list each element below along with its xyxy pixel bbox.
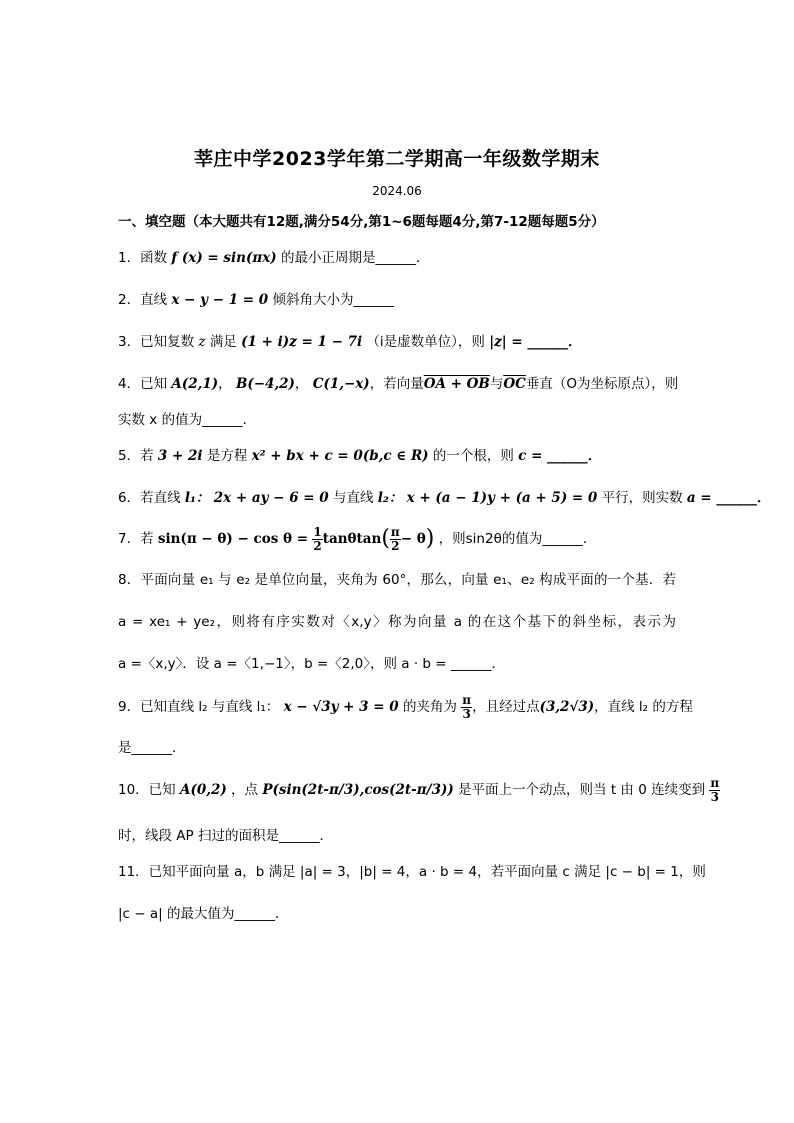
q4-suffix: 垂直（O为坐标原点），则 bbox=[525, 376, 679, 392]
q7-pi-fraction: $\frac{\pi}{2}$ bbox=[390, 524, 400, 553]
q9-point: (3,2√3) bbox=[539, 699, 595, 715]
q3-z: z bbox=[198, 334, 206, 350]
q4-prefix: 4．已知 bbox=[118, 376, 168, 392]
q4-point-c: C(1,−x) bbox=[312, 376, 370, 392]
question-1 bbox=[118, 248, 429, 268]
q3-prefix: 3．已知复数 bbox=[118, 334, 195, 350]
question-11-line-2: |c − a| 的最大值为______． bbox=[118, 906, 289, 922]
exam-date: 2024.06 bbox=[372, 184, 422, 198]
q3-abs: |z| = ______． bbox=[489, 334, 582, 350]
q1-prefix: 1．函数 bbox=[118, 250, 168, 266]
q6-l2: l₂： bbox=[377, 490, 403, 506]
q9-mid: 的夹角为 bbox=[402, 699, 457, 715]
q9-angle-fraction: $\frac{\pi}{3}$ bbox=[462, 692, 472, 721]
q9-end: ，直线 l₂ 的方程 bbox=[594, 699, 693, 715]
question-4-line-2: 实数 x 的值为______． bbox=[118, 412, 257, 428]
q2-suffix: 倾斜角大小为______ bbox=[272, 292, 395, 308]
exam-title: 莘庄中学2023学年第二学期高一年级数学期末 bbox=[194, 148, 600, 170]
question-7: 7．若 sin(π − θ) − cos θ = $\frac{1}{2}$ tanθtan( $\frac{\pi}{2}$ − θ) ，则sin2θ的值为______． bbox=[118, 524, 597, 553]
q1-suffix: 的最小正周期是______． bbox=[280, 250, 430, 266]
q6-l1: l₁： bbox=[184, 490, 210, 506]
q6-mid: 与直线 bbox=[333, 490, 374, 506]
q10-point-a: A(0,2) bbox=[179, 782, 227, 798]
q4-with: 与 bbox=[489, 376, 504, 392]
q4-vector-sum: OA + OB bbox=[423, 376, 490, 392]
question-9-line-2: 是______． bbox=[118, 740, 186, 756]
q9-suffix: ，且经过点 bbox=[472, 699, 540, 715]
question-4-line-1: 4．已知 A(2,1)， B(−4,2)， C(1,−x)，若向量OA + OB与$\overline{OC}$垂直（O为坐标原点），则 bbox=[118, 376, 679, 392]
question-11-line-1: 11．已知平面向量 a，b 满足 |a| = 3，|b| = 4，a · b = 4，若平面向量 c 满足 |c − b| = 1，则 bbox=[118, 864, 706, 880]
q7-prefix: 7．若 bbox=[118, 531, 154, 547]
q4-vector-oc: $\overline{OC}$ bbox=[503, 376, 526, 392]
q10-point-p: P(sin(2t-π/3),cos(2t-π/3)) bbox=[262, 782, 454, 798]
q3-mid: 满足 bbox=[209, 334, 237, 350]
q7-minus: − θ bbox=[400, 531, 426, 547]
question-3 bbox=[118, 332, 581, 352]
q5-mid: 是方程 bbox=[206, 448, 248, 464]
question-9-line-1 bbox=[118, 692, 693, 722]
q6-eq2: x + (a − 1)y + (a + 5) = 0 bbox=[406, 490, 598, 506]
q7-tan: tanθtan bbox=[322, 531, 382, 547]
q6-prefix: 6．若直线 bbox=[118, 490, 181, 506]
question-5 bbox=[118, 446, 601, 466]
q9-equation: x − √3y + 3 = 0 bbox=[283, 699, 399, 715]
q10-prefix: 10．已知 bbox=[118, 782, 176, 798]
q2-formula: x − y − 1 = 0 bbox=[171, 292, 269, 308]
q5-equation: x² + bx + c = 0(b,c ∈ R) bbox=[251, 448, 429, 464]
q7-lhs: sin(π − θ) − cos θ = bbox=[157, 531, 309, 547]
q5-root: 3 + 2i bbox=[157, 448, 203, 464]
q2-prefix: 2．直线 bbox=[118, 292, 168, 308]
q5-suffix: 的一个根，则 bbox=[432, 448, 514, 464]
question-10-line-2: 时，线段 AP 扫过的面积是______． bbox=[118, 828, 333, 844]
q6-answer: a = ______． bbox=[686, 490, 771, 506]
q1-formula: f (x) = sin(πx) bbox=[171, 250, 277, 266]
section-heading: 一、填空题（本大题共有12题,满分54分,第1~6题每题4分,第7-12题每题5分） bbox=[118, 214, 605, 230]
q6-suffix: 平行，则实数 bbox=[601, 490, 683, 506]
question-8-line-2: a = xe₁ + ye₂，则将有序实数对〈x,y〉称为向量 a 的在这个基下的斜坐标，表示为 bbox=[118, 614, 676, 630]
question-2 bbox=[118, 290, 394, 310]
q7-half-fraction: $\frac{1}{2}$ bbox=[313, 524, 322, 553]
q10-suffix: 是平面上一个动点，则当 t 由 0 连续变到 bbox=[458, 782, 706, 798]
q6-eq1: 2x + ay − 6 = 0 bbox=[213, 490, 329, 506]
question-6 bbox=[118, 488, 770, 508]
q4-mid: ，若向量 bbox=[369, 376, 424, 392]
q9-prefix: 9．已知直线 l₂ 与直线 l₁： bbox=[118, 699, 280, 715]
q7-suffix: ，则sin2θ的值为______． bbox=[438, 531, 597, 547]
q3-formula: (1 + i)z = 1 − 7i bbox=[241, 334, 363, 350]
q10-end-fraction: $\frac{\pi}{3}$ bbox=[710, 775, 720, 804]
q10-mid: ，点 bbox=[231, 782, 259, 798]
q3-paren: （i是虚数单位），则 bbox=[366, 334, 485, 350]
q5-prefix: 5．若 bbox=[118, 448, 154, 464]
question-10-line-1 bbox=[118, 770, 720, 810]
question-8-line-1: 8．平面向量 e₁ 与 e₂ 是单位向量，夹角为 60°，那么，向量 e₁、e₂ 构成平面的一个基．若 bbox=[118, 572, 676, 588]
q4-point-a: A(2,1) bbox=[171, 376, 219, 392]
q4-point-b: B(−4,2) bbox=[235, 376, 295, 392]
q5-answer: c = ______． bbox=[518, 448, 602, 464]
question-8-line-3: a =〈x,y〉．设 a =〈1,−1〉，b =〈2,0〉，则 a · b = ______． bbox=[118, 656, 505, 672]
